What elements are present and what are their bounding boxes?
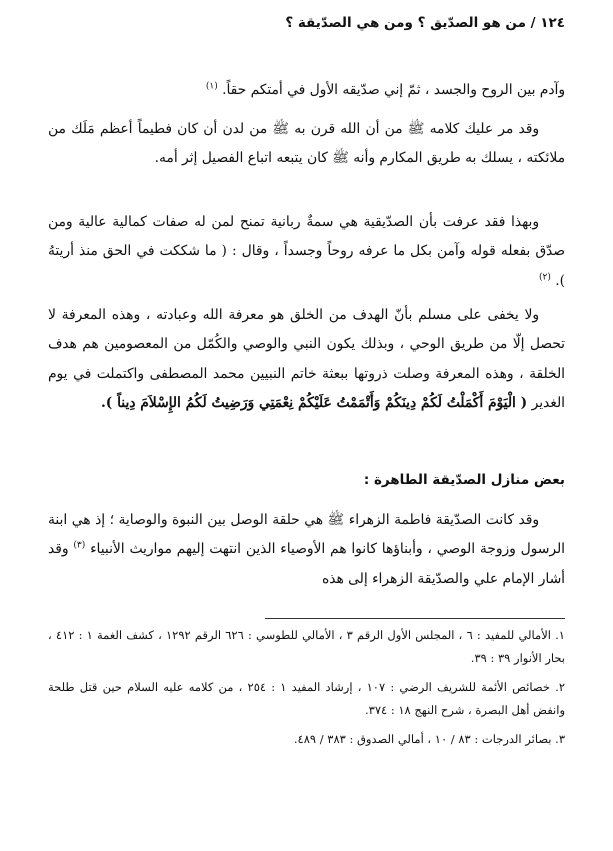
footnote-marker-3[interactable]: (٣) [73,540,86,551]
quran-verse: ( الْيَوْمَ أَكْمَلْتُ لَكُمْ دِينَكُمْ وَأَتْمَمْتُ عَلَيْكُمْ نِعْمَتِي وَرَضِيتُ لَكُمُ الإِسْلاَمَ دِيناً ). [100,394,528,411]
footnote-2: ٢. خصائص الأئمة للشريف الرضي : ١٠٧ ، إرشاد المفيد ١ : ٢٥٤ ، من كلامه عليه السلام حين قتل طلحة وانفض أهل البصرة ، شرح النهج ١٨ : ٣٧٤. [48,680,565,717]
paragraph-2-text: وقد مر عليك كلامه ﷺ من أن الله قرن به ﷺ من لدن أن كان فطيماً أعظم مَلَك من ملائكته ، يسلك به طريق المكارم وأنه ﷺ كان يتبعه اتباع الفصيل إثر أمه. [48,121,565,167]
footnote-1: ١. الأمالي للمفيد : ٦ ، المجلس الأول الرقم ٣ ، الأمالي للطوسي : ٦٢٦ الرقم ١٢٩٢ ، كشف الغمة ١ : ٤١٢ ، بحار الأنوار ٣٩ : ٣٩. [48,628,565,665]
section-heading-text: بعض منازل الصدّيقة الطاهرة : [363,472,565,488]
footnote-marker-1[interactable]: (١) [205,81,218,92]
paragraph-3-text: وبهذا فقد عرفت بأن الصدّيقية هي سمةٌ ربانية تمنح لمن له صفات كمالية عالية ومن صدّق بفعله قوله وآمن بكل ما عرفه روحاً وجسداً ، وقال : ( ما شككت في الحق منذ أريتهُ ). [48,214,565,289]
paragraph-5-tail: وقد أشار الإمام علي والصدّيقة الزهراء إلى هذه [48,541,565,587]
page-header-title: ١٢٤ / من هو الصدّيق ؟ ومن هي الصدّيقة ؟ [285,15,565,31]
paragraph-1 [48,76,565,105]
footnote-divider [265,618,565,619]
page-header [48,14,565,32]
paragraph-4-text: ولا يخفى على مسلم بأنّ الهدف من الخلق هو معرفة الله وعبادته ، وهذه المعرفة لا تحصل إلّا من طريق الوحي ، وبذلك يكون النبي والوصي والكُمّل من المعصومين هم هدف الخلقة ، وهذه المعرفة وصلت ذروتها ببعثة خاتم النبيين محمد المصطفى واكتملت في يوم الغدير [48,307,565,411]
footnote-marker-2[interactable]: (٢) [538,272,551,282]
paragraph-5-text: وقد كانت الصدّيقة فاطمة الزهراء ﷺ هي حلقة الوصل بين النبوة والوصاية ؛ إذ هي ابنة الرسول وزوجة الوصي ، وأبناؤها كانوا هم الأوصياء الذين انتهت إليهم مواريث الأنبياء [48,512,566,558]
footnote-3: ٣. بصائر الدرجات : ٨٣ / ١٠ ، أمالي الصدوق : ٣٨٣ / ٤٨٩. [293,732,565,746]
section-heading [48,471,565,489]
paragraph-1-text: وآدم بين الروح والجسد ، ثمّ إني صدّيقه الأول في أمتكم حقاً. [222,82,565,98]
paragraph-4 [48,301,565,418]
paragraph-3 [48,208,565,296]
footnotes [48,624,565,751]
paragraph-5 [48,506,565,594]
paragraph-2 [48,115,565,174]
